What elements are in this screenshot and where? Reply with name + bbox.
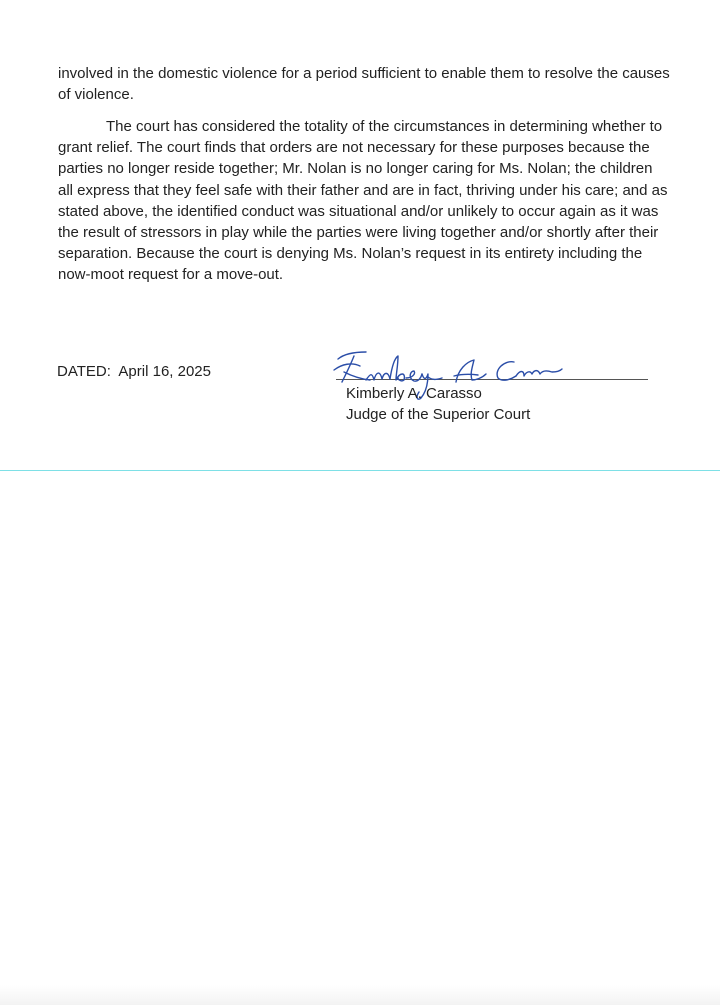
dated-label: DATED:: [57, 363, 111, 380]
judge-name: Kimberly A. Carasso: [346, 385, 482, 402]
paragraph-court-findings: The court has considered the totality of the circumstances in determining whether to grant relief. The court finds that orders are not necessary for these purposes because the parties no longer reside together; Mr. Nolan is no longer caring for Ms. Nolan; the children all express that they feel safe with their father and are in fact, thriving under his care; and as stated above, the identified conduct was situational and/or unlikely to occur again as it was the result of stressors in play while the parties were living together and/or shortly after their separation. Because the court is denying Ms. Nolan’s request in its entirety including the now-moot request for a move-out.: [58, 118, 668, 284]
paragraph-continuation: involved in the domestic violence for a period sufficient to enable them to resolve the causes of violence.: [58, 65, 670, 104]
page-bottom-edge: [0, 985, 720, 1005]
judge-title: Judge of the Superior Court: [346, 406, 531, 423]
dated-line: [57, 361, 211, 382]
page-divider: [0, 470, 720, 471]
dated-value: April 16, 2025: [118, 363, 211, 380]
